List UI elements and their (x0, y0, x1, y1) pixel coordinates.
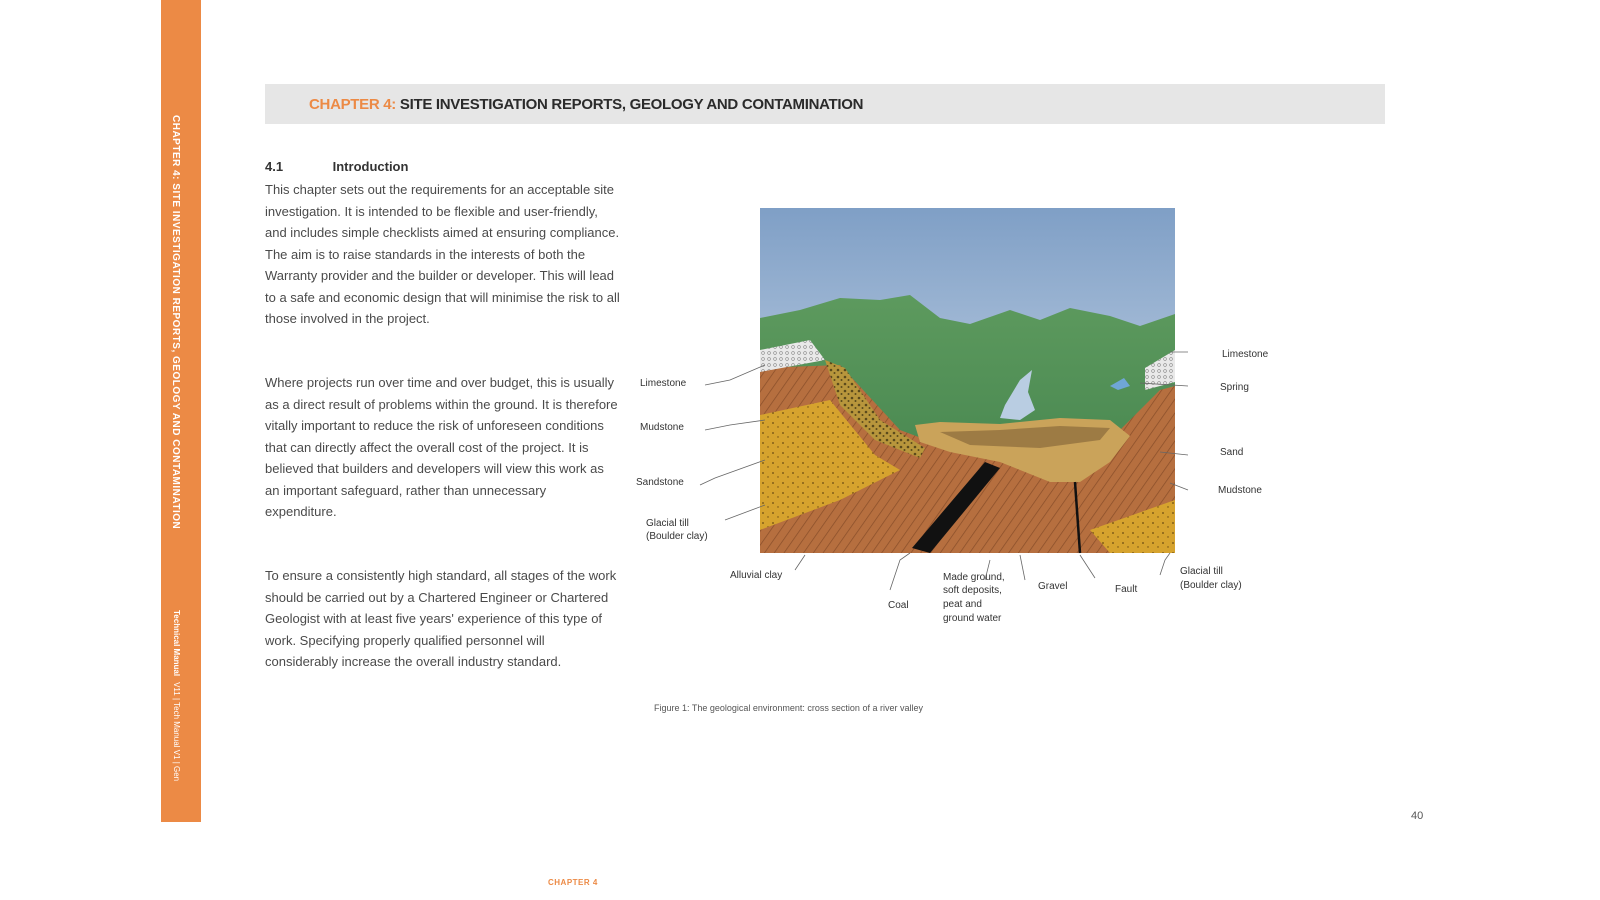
label-made-ground-2: soft deposits, (943, 585, 1002, 596)
label-limestone-left: Limestone (640, 378, 687, 389)
label-alluvial-clay: Alluvial clay (730, 570, 783, 581)
label-gravel: Gravel (1038, 581, 1068, 592)
chapter-title: SITE INVESTIGATION REPORTS, GEOLOGY AND CONTAMINATION (399, 96, 864, 113)
side-brand-text: V11 | Tech Manual V1 | Gen (172, 682, 181, 782)
chapter-header-bar (265, 84, 1385, 124)
label-made-ground-1: Made ground, (943, 572, 1005, 583)
side-brand-bold: Technical Manual (172, 610, 181, 677)
chapter-header-title (309, 96, 863, 113)
label-glacial-right-1: Glacial till (1180, 566, 1223, 577)
side-chapter-title: CHAPTER 4: SITE INVESTIGATION REPORTS, GEOLOGY AND CONTAMINATION (170, 115, 181, 530)
label-made-ground-4: ground water (943, 613, 1002, 624)
figure-caption: Figure 1: The geological environment: cross section of a river valley (654, 703, 923, 713)
label-glacial-left-2: (Boulder clay) (646, 531, 708, 542)
paragraph-3: To ensure a consistently high standard, all stages of the work should be carried out by a Chartered Engineer or Chartered Geologist with at least five years' experience of this type of work. Specifying properly qualified personnel will considerably increase the overall industry standard. (265, 568, 617, 669)
label-glacial-right-2: (Boulder clay) (1180, 580, 1242, 591)
chapter-side-tab (161, 0, 201, 822)
section-title: Introduction (332, 159, 409, 174)
label-sand: Sand (1220, 447, 1244, 458)
label-mudstone-left: Mudstone (640, 422, 684, 433)
label-mudstone-right: Mudstone (1218, 485, 1262, 496)
side-brand (172, 610, 181, 781)
geology-figure (636, 200, 1300, 640)
paragraph-1: This chapter sets out the requirements for an acceptable site investigation. It is intended to be flexible and user-friendly, and includes simple checklists aimed at ensuring compliance. The aim is to raise standards in the interests of both the Warranty provider and the builder or developer. This will lead to a safe and economic design that will minimise the risk to all those involved in the project. (265, 182, 620, 326)
footer-chapter-label: CHAPTER 4 (548, 878, 598, 887)
label-made-ground-3: peat and (943, 599, 982, 610)
label-coal: Coal (888, 600, 909, 611)
page-number: 40 (1411, 810, 1424, 822)
label-limestone-right: Limestone (1222, 349, 1269, 360)
label-spring: Spring (1220, 382, 1249, 393)
chapter-label: CHAPTER 4: (309, 96, 397, 113)
label-fault: Fault (1115, 584, 1138, 595)
label-sandstone: Sandstone (636, 477, 684, 488)
section-heading (265, 159, 408, 174)
label-glacial-left-1: Glacial till (646, 518, 689, 529)
section-number: 4.1 (265, 159, 284, 174)
paragraph-2: Where projects run over time and over budget, this is usually as a direct result of problems within the ground. It is therefore vitally important to reduce the risk of unforeseen conditions that can directly affect the overall cost of the project. It is believed that builders and developers will view this work as an important safeguard, rather than unnecessary expenditure. (265, 375, 618, 519)
